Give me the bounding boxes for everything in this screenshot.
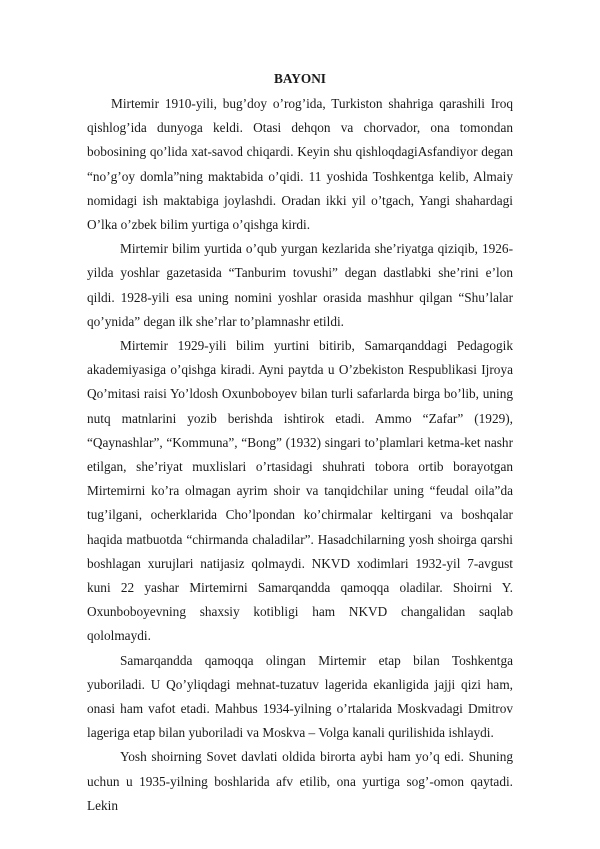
- document-title: BAYONI: [274, 71, 326, 86]
- paragraph-5: Yosh shoirning Sovet davlati oldida birorta aybi ham yo’q edi. Shuning uchun u 1935-yilning boshlarida afv etilib, ona yurtiga sog’-omon qaytadi. Lekin: [87, 749, 513, 813]
- paragraph-2: Mirtemir bilim yurtida o’qub yurgan kezlarida she’riyatga qiziqib, 1926-yilda yoshlar gazetasida “Tanburim tovushi” degan dastlabki she’rini e’lon qildi. 1928-yili esa uning nomini yoshlar orasida mashhur qilgan “Shu’lalar qo’ynida” degan ilk she’rlar to’plamnashr etildi.: [87, 241, 513, 329]
- paragraph-1: Mirtemir 1910-yili, bug’doy o’rog’ida, Turkiston shahriga qarashili Iroq qishlog’ida dunyoga keldi. Otasi dehqon va chorvador, ona tomondan bobosining qo’lida xat-savod chiqardi. Keyin shu qishloqdagiAsfandiyor degan “no’g’oy domla”ning maktabida o’qidi. 11 yoshida Toshkentga kelib, Almaiy nomidagi ish maktabiga joylashdi. Oradan ikki yil o’tgach, Yangi shahardagi O’lka o’zbek bilim yurtiga o’qishga kirdi.: [87, 96, 513, 233]
- document-body: [87, 66, 513, 818]
- paragraph-4: Samarqandda qamoqqa olingan Mirtemir etap bilan Toshkentga yuboriladi. U Qo’yliqdagi mehnat-tuzatuv lagerida ekanligida jajji qizi ham, onasi ham vafot etadi. Mahbus 1934-yilning o’rtalarida Moskvadagi Dmitrov lageriga etap bilan yuboriladi va Moskva – Volga kanali qurilishida ishlaydi.: [87, 652, 513, 741]
- paragraph-3: Mirtemir 1929-yili bilim yurtini bitirib, Samarqanddagi Pedagogik akademiyasiga o’qishga kiradi. Ayni paytda u O’zbekiston Respublikasi Ijroya Qo’mitasi raisi Yo’ldosh Oxunboboyev bilan turli safarlarda birga bo’lib, uning nutq matnlarini yozib berishda ishtirok etadi. Ammo “Zafar” (1929), “Qaynashlar”, “Kommuna”, “Bong” (1932) singari to’plamlari ketma-ket nashr etilgan, she’riyat muxlislari o’rtasidagi shuhrati tobora ortib borayotgan Mirtemirni ko’ra olmagan ayrim shoir va tanqidchilar uning “feudal oila”da tug’ilgani, ocherklarida Cho’lpondan ko’chirmalar keltirgani va boshqalar haqida matbuotda “chirmanda chaladilar”. Hasadchilarning yosh shoirga qarshi boshlagan xurujlari natijasiz qolmaydi. NKVD xodimlari 1932-yil 7-avgust kuni 22 yashar Mirtemirni Samarqandda qamoqqa oladilar. Shoirni Y. Oxunboboyevning shaxsiy kotibligi ham NKVD changalidan saqlab qololmaydi.: [87, 338, 513, 644]
